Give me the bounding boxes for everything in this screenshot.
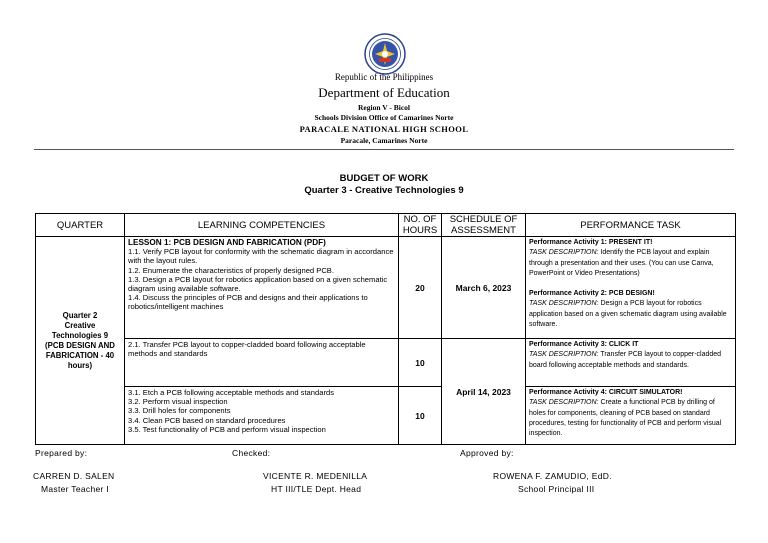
activity-title: Performance Activity 1: PRESENT IT! xyxy=(529,239,653,246)
task-description: TASK DESCRIPTION: Transfer PCB layout to copper-cladded board following acceptable methods and standards. xyxy=(529,351,722,369)
hours-cell: 10 xyxy=(399,387,442,445)
checker-title: HT III/TLE Dept. Head xyxy=(271,484,362,494)
republic-text: Republic of the Philippines xyxy=(334,72,434,82)
approved-by-label: Approved by: xyxy=(460,448,514,458)
department-text: Department of Education xyxy=(318,85,450,100)
competency-item: 3.5. Test functionality of PCB and perform visual inspection xyxy=(128,424,326,434)
preparer-name: CARREN D. SALEN xyxy=(33,471,115,481)
quarter-cell xyxy=(36,237,125,445)
performance-task-cell xyxy=(526,387,736,445)
checked-label: Checked: xyxy=(232,448,271,458)
competency-item: 1.2. Enumerate the characteristics of properly designed PCB. xyxy=(128,265,334,275)
competencies-cell xyxy=(125,387,399,445)
header-divider xyxy=(34,149,734,150)
header-schedule: SCHEDULE OF ASSESSMENT xyxy=(442,214,526,237)
schedule-cell: March 6, 2023 xyxy=(442,237,526,339)
quarter-text: Quarter 2 Creative Technologies 9 xyxy=(51,310,109,340)
table-row xyxy=(36,387,736,445)
approver-title: School Principal III xyxy=(518,484,595,494)
task-description: TASK DESCRIPTION: Identify the PCB layout and explain through a presentation and their uses. (You can use Canva, PowerPoint or Video Presentations) xyxy=(529,249,714,277)
competency-item: 2.1. Transfer PCB layout to copper-cladded board following acceptable methods and standards xyxy=(128,340,366,359)
header-quarter: QUARTER xyxy=(36,214,125,237)
approver-name: ROWENA F. ZAMUDIO, EdD. xyxy=(493,471,612,481)
table-header-row xyxy=(36,214,736,237)
preparer-title: Master Teacher I xyxy=(41,484,109,494)
table-row xyxy=(36,339,736,387)
activity-title: Performance Activity 3: CLICK IT xyxy=(529,341,639,348)
header-task: PERFORMANCE TASK xyxy=(526,214,736,237)
quarter-subtext: (PCB DESIGN AND FABRICATION - 40 hours) xyxy=(45,340,115,370)
activity-title: Performance Activity 2: PCB DESIGN! xyxy=(529,290,655,298)
budget-of-work-table xyxy=(35,213,736,445)
header-competencies: LEARNING COMPETENCIES xyxy=(125,214,399,237)
hours-cell: 20 xyxy=(399,237,442,339)
school-name: PARACALE NATIONAL HIGH SCHOOL xyxy=(299,124,469,134)
schedule-cell: April 14, 2023 xyxy=(442,339,526,445)
competency-item: 3.2. Perform visual inspection xyxy=(128,397,228,407)
competencies-cell xyxy=(125,237,399,339)
task-description: TASK DESCRIPTION: Design a PCB layout for robotics application based on a given schematic diagram using available software. xyxy=(529,300,727,329)
division-text: Schools Division Office of Camarines Norte xyxy=(314,113,454,122)
lesson-title: LESSON 1: PCB DESIGN AND FABRICATION (PDF) xyxy=(128,238,326,247)
document-subtitle: Quarter 3 - Creative Technologies 9 xyxy=(304,185,464,196)
region-text: Region V - Bicol xyxy=(357,103,411,112)
task-description: TASK DESCRIPTION: Create a functional PCB by drilling of holes for components, cleaning of PCB based on standard procedures, testing for functionality of PCB and perform visual inspection. xyxy=(529,399,722,438)
competency-item: 1.4. Discuss the principles of PCB and designs and their applications to robotics/intelligent machines xyxy=(128,293,368,312)
competency-item: 3.4. Clean PCB based on standard procedures xyxy=(128,415,286,425)
header-hours: NO. OF HOURS xyxy=(399,214,442,237)
school-address: Paracale, Camarines Norte xyxy=(340,136,428,145)
prepared-by-label: Prepared by: xyxy=(35,448,88,458)
competency-item: 1.1. Verify PCB layout for conformity with the schematic diagram in accordance with the layout rules. xyxy=(128,247,394,266)
competency-item: 3.1. Etch a PCB following acceptable methods and standards xyxy=(128,388,334,397)
performance-task-cell xyxy=(526,339,736,387)
performance-task-cell xyxy=(526,237,736,339)
competency-item: 1.3. Design a PCB layout for robotics application based on a given schematic diagram using available software. xyxy=(128,274,388,294)
deped-seal-logo xyxy=(364,33,406,75)
competencies-cell xyxy=(125,339,399,387)
competency-item: 3.3. Drill holes for components xyxy=(128,406,231,416)
table-row xyxy=(36,237,736,339)
hours-cell: 10 xyxy=(399,339,442,387)
activity-title: Performance Activity 4: CIRCUIT SIMULATOR! xyxy=(529,389,683,396)
checker-name: VICENTE R. MEDENILLA xyxy=(263,471,368,481)
document-title: BUDGET OF WORK xyxy=(339,173,429,184)
